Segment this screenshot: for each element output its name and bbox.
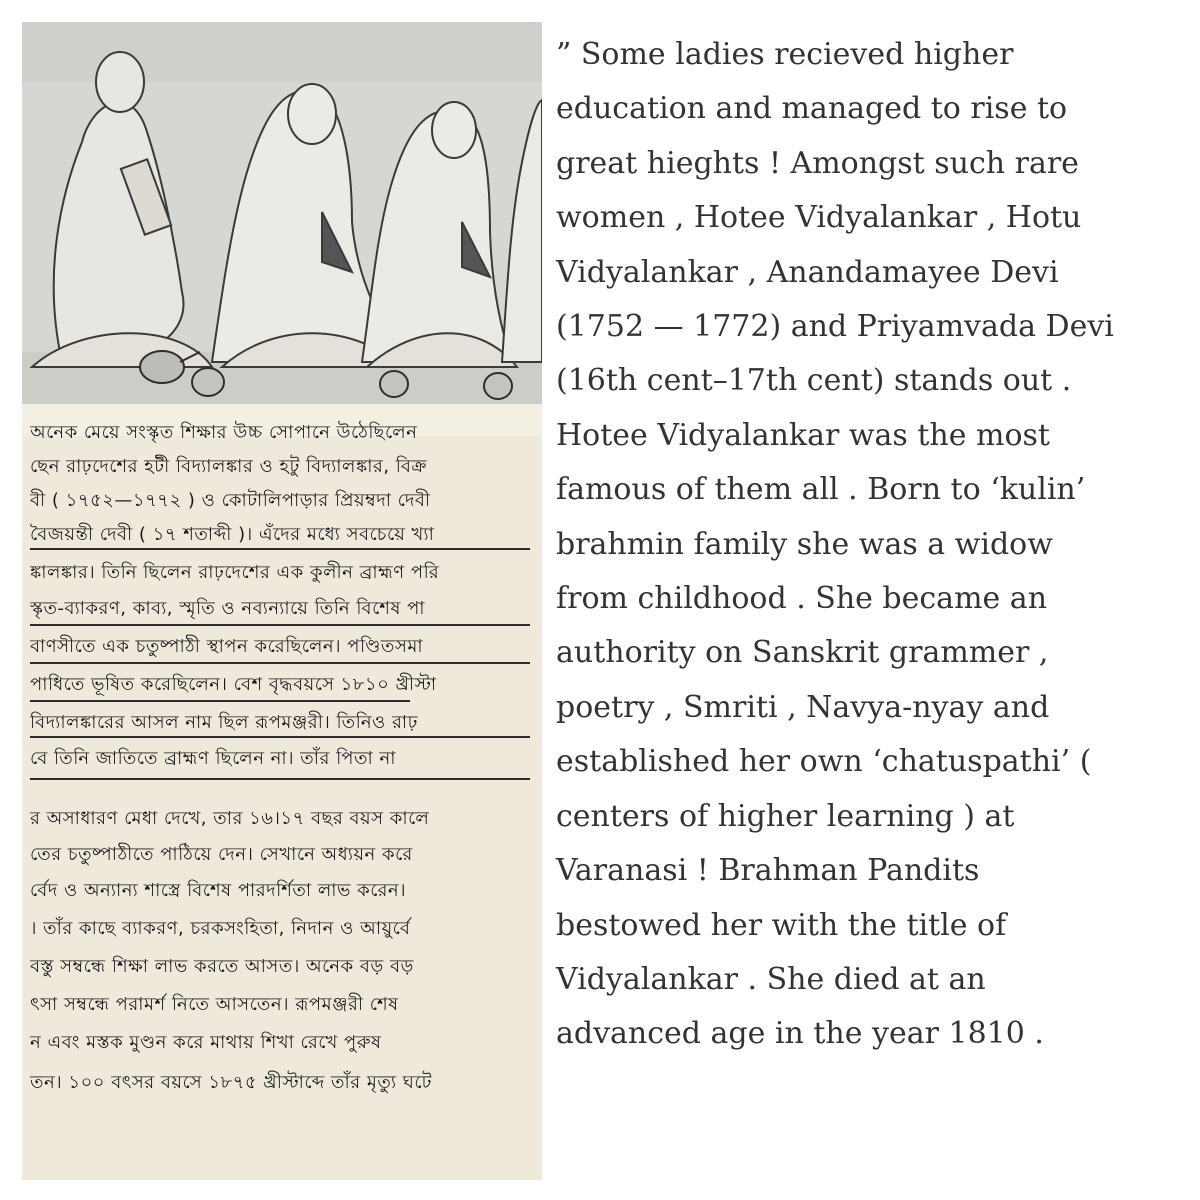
women-drawing-svg (22, 22, 542, 404)
scan-line: র্বেদ ও অন্যান্য শাস্ত্রে বিশেষ পারদর্শিতা লাভ করেন। (30, 880, 407, 901)
quote-line: women , Hotee Vidyalankar , Hotu (556, 200, 1082, 236)
book-collage (22, 22, 542, 1180)
quote-line: brahmin family she was a widow (556, 526, 1053, 562)
quote-paragraph (556, 28, 1186, 1062)
quote-line: great hieghts ! Amongst such rare (556, 145, 1079, 181)
scan-line: ঙ্কালঙ্কার। তিনি ছিলেন রাঢ়দেশের এক কুলীন ব্রাহ্মণ পরি (30, 562, 440, 583)
quote-line: (1752 — 1772) and Priyamvada Devi (556, 309, 1114, 345)
quote-line: Hotee Vidyalankar was the most (556, 417, 1050, 453)
pen-underline (30, 778, 530, 780)
scan-line: ছেন রাঢ়দেশের হটী বিদ্যালঙ্কার ও হটু বিদ্যালঙ্কার, বিক্র (30, 456, 427, 477)
quote-line: centers of higher learning ) at (556, 798, 1015, 834)
scan-line: তের চতুষ্পাঠীতে পাঠিয়ে দেন। সেখানে অধ্যয়ন করে (30, 844, 413, 865)
scan-line: বিদ্যালঙ্কারের আসল নাম ছিল রূপমঞ্জরী। তিনিও রাঢ় (30, 712, 418, 733)
quote-line: from childhood . She became an (556, 581, 1048, 617)
scan-line: অনেক মেয়ে সংস্কৃত শিক্ষার উচ্চ সোপানে উঠেছিলেন (30, 422, 418, 443)
scan-line: বৈজয়ন্তী দেবী ( ১৭ শতাব্দী )। এঁদের মধ্যে সবচেয়ে খ্যা (30, 524, 435, 545)
pen-underline (30, 548, 530, 550)
quote-line: authority on Sanskrit grammer , (556, 635, 1049, 671)
scan-line: ন এবং মস্তক মুণ্ডন করে মাথায় শিখা রেখে পুরুষ (30, 1032, 382, 1053)
scan-line: বাণসীতে এক চতুষ্পাঠী স্থাপন করেছিলেন। পণ্ডিতসমা (30, 636, 424, 657)
scan-line: র অসাধারণ মেধা দেখে, তার ১৬।১৭ বছর বয়স কালে (30, 808, 430, 829)
quote-line: (16th cent–17th cent) stands out . (556, 363, 1072, 399)
quote-line: ” Some ladies recieved higher (556, 37, 1014, 72)
scan-line: বী ( ১৭৫২—১৭৭২ ) ও কোটালিপাড়ার প্রিয়ম্বদা দেবী (30, 490, 431, 511)
quote-line: education and managed to rise to (556, 91, 1068, 127)
quote-line: Vidyalankar . She died at an (556, 961, 986, 997)
quote-line: Varanasi ! Brahman Pandits (556, 853, 980, 889)
pen-underline (30, 700, 410, 702)
bengali-text-scan (22, 406, 542, 1180)
scan-line: তন। ১০০ বৎসর বয়সে ১৮৭৫ খ্রীস্টাব্দে তাঁর মৃত্যু ঘটে (30, 1072, 432, 1093)
quote-line: advanced age in the year 1810 . (556, 1016, 1044, 1052)
quote-line: established her own ‘chatuspathi’ ( (556, 744, 1092, 780)
illustration-women-reading (22, 22, 542, 404)
scan-line: । তাঁর কাছে ব্যাকরণ, চরকসংহিতা, নিদান ও আয়ুর্বে (30, 918, 411, 939)
pen-underline (30, 736, 530, 738)
scan-line: বস্তু সম্বন্ধে শিক্ষা লাভ করতে আসত। অনেক বড় বড় (30, 956, 414, 977)
scan-line: স্কৃত-ব্যাকরণ, কাব্য, স্মৃতি ও নব্যন্যায়ে তিনি বিশেষ পা (30, 598, 426, 619)
scan-line: পাধিতে ভূষিত করেছিলেন। বেশ বৃদ্ধবয়সে ১৮১০ খ্রীস্টা (30, 674, 437, 695)
quote-panel (556, 28, 1186, 1188)
quote-line: Vidyalankar , Anandamayee Devi (556, 254, 1059, 290)
scan-line: ৎসা সম্বন্ধে পরামর্শ নিতে আসতেন। রূপমঞ্জরী শেষ (30, 994, 399, 1015)
quote-line: poetry , Smriti , Navya-nyay and (556, 689, 1050, 725)
pen-underline (30, 662, 530, 664)
scan-line: বে তিনি জাতিতে ব্রাহ্মণ ছিলেন না। তাঁর পিতা না (30, 748, 396, 769)
quote-line: famous of them all . Born to ‘kulin’ (556, 472, 1086, 508)
pen-underline (30, 624, 530, 626)
quote-line: bestowed her with the title of (556, 907, 1007, 943)
